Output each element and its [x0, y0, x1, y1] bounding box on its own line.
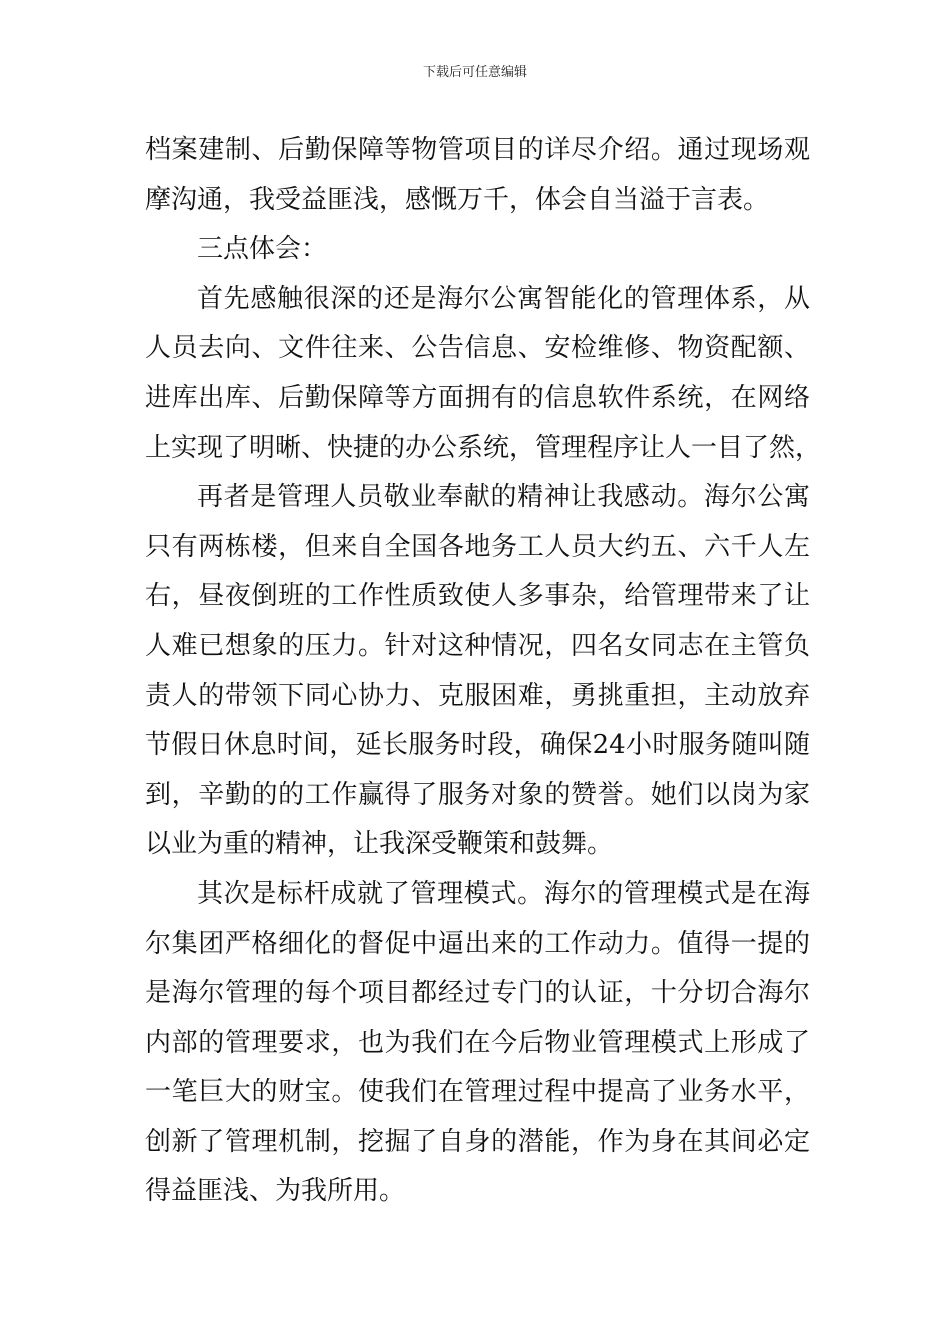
text-line: 档案建制、后勤保障等物管项目的详尽介绍。通过现场观	[145, 135, 810, 165]
text-line: 到，辛勤的的工作赢得了服务对象的赞誉。她们以岗为家	[145, 779, 810, 810]
text-line: 上实现了明晰、快捷的办公系统，管理程序让人一目了然，	[145, 432, 822, 463]
text-line: 节假日休息时间，延长服务时段，确保24小时服务随叫随	[145, 730, 810, 761]
text-line: 内部的管理要求，也为我们在今后物业管理模式上形成了	[145, 1027, 810, 1058]
text-line: 右，昼夜倒班的工作性质致使人多事杂，给管理带来了让	[145, 581, 810, 612]
text-line: 再者是管理人员敬业奉献的精神让我感动。海尔公寓	[197, 482, 810, 513]
text-line: 一笔巨大的财宝。使我们在管理过程中提高了业务水平，	[145, 1077, 810, 1108]
text-line: 摩沟通，我受益匪浅，感慨万千，体会自当溢于言表。	[145, 184, 770, 215]
text-line: 创新了管理机制，挖掘了自身的潜能，作为身在其间必定	[145, 1126, 810, 1157]
text-line: 人员去向、文件往来、公告信息、安检维修、物资配额、	[145, 333, 810, 364]
text-line: 得益匪浅、为我所用。	[145, 1176, 406, 1207]
text-line: 人难已想象的压力。针对这种情况，四名女同志在主管负	[145, 630, 810, 661]
text-line: 进库出库、后勤保障等方面拥有的信息软件系统，在网络	[145, 382, 810, 413]
text-line: 首先感触很深的还是海尔公寓智能化的管理体系，从	[197, 283, 810, 314]
text-line: 责人的带领下同心协力、克服困难，勇挑重担，主动放弃	[145, 680, 810, 711]
text-line: 其次是标杆成就了管理模式。海尔的管理模式是在海	[197, 878, 810, 909]
text-line: 以业为重的精神，让我深受鞭策和鼓舞。	[145, 829, 614, 860]
text-line: 三点体会：	[197, 234, 328, 265]
text-line: 是海尔管理的每个项目都经过专门的认证，十分切合海尔	[145, 978, 810, 1009]
text-line: 只有两栋楼，但来自全国各地务工人员大约五、六千人左	[145, 531, 810, 562]
text-line: 尔集团严格细化的督促中逼出来的工作动力。值得一提的	[145, 928, 810, 959]
document-body	[145, 126, 822, 1217]
page-header: 下载后可任意编辑	[422, 65, 527, 80]
